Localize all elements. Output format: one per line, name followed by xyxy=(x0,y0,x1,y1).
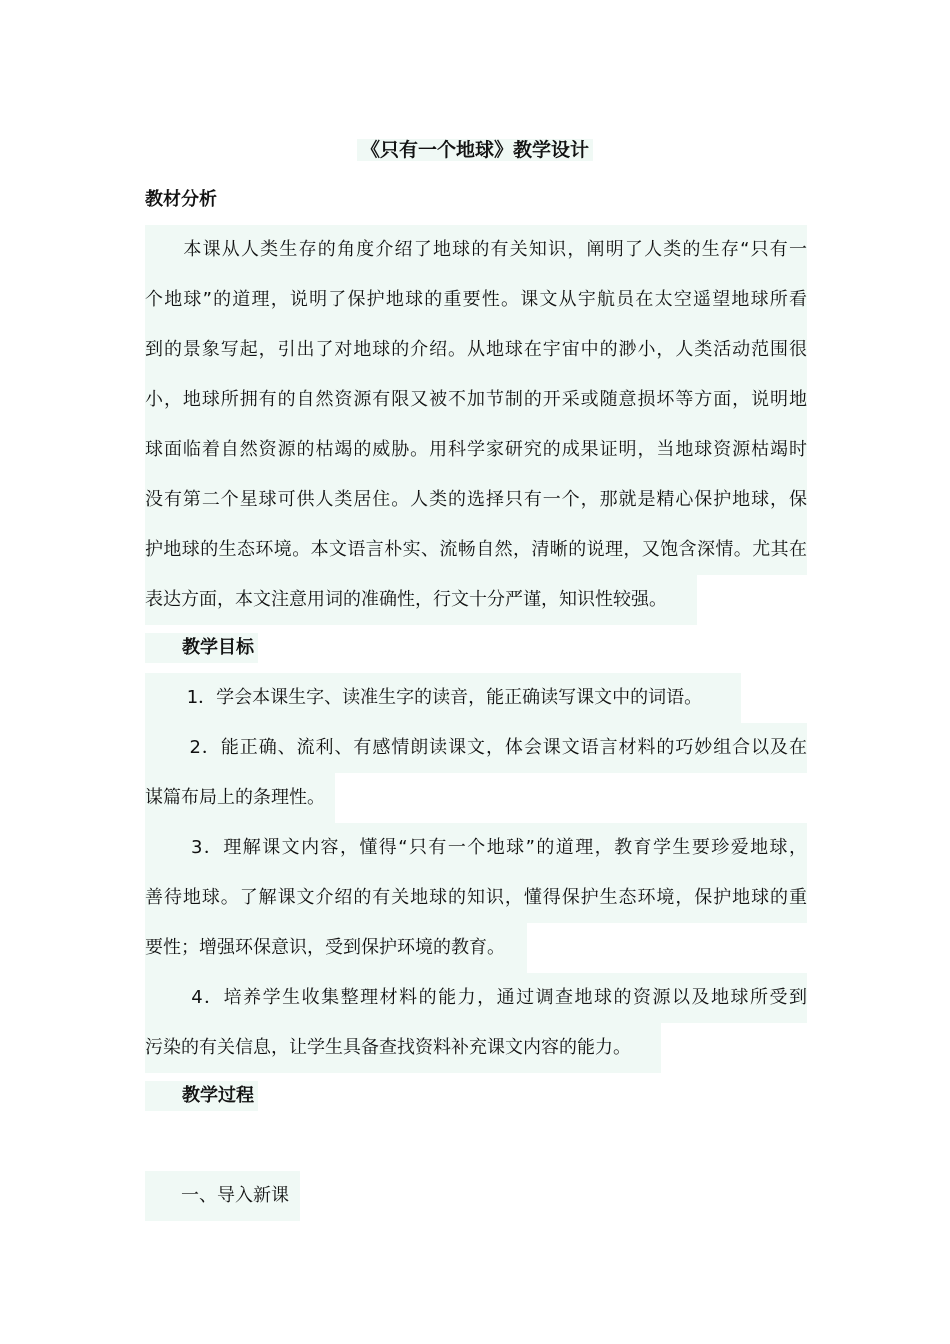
goal-line: 1．学会本课生字、读准生字的读音，能正确读写课文中的词语。 xyxy=(145,673,741,723)
paragraph-line: 到的景象写起，引出了对地球的介绍。从地球在宇宙中的渺小，人类活动范围很 xyxy=(145,325,807,375)
goal-line: 污染的有关信息，让学生具备查找资料补充课文内容的能力。 xyxy=(145,1023,661,1073)
goal-4 xyxy=(145,973,807,1073)
goal-1 xyxy=(145,673,807,723)
paragraph-line: 没有第二个星球可供人类居住。人类的选择只有一个，那就是精心保护地球，保 xyxy=(145,475,807,525)
goal-line: 4．培养学生收集整理材料的能力，通过调查地球的资源以及地球所受到 xyxy=(145,973,807,1023)
process-sub-heading xyxy=(145,1171,807,1221)
section-heading-analysis: 教材分析 xyxy=(145,189,217,210)
goal-line: 要性；增强环保意识，受到保护环境的教育。 xyxy=(145,923,527,973)
sub-heading-line: 一、导入新课 xyxy=(145,1171,300,1221)
goal-3 xyxy=(145,823,807,973)
goal-line: 3．理解课文内容，懂得“只有一个地球”的道理，教育学生要珍爱地球， xyxy=(145,823,807,873)
analysis-paragraph xyxy=(145,225,807,625)
goal-line: 2．能正确、流利、有感情朗读课文，体会课文语言材料的巧妙组合以及在 xyxy=(145,723,807,773)
paragraph-line: 本课从人类生存的角度介绍了地球的有关知识，阐明了人类的生存“只有一 xyxy=(145,225,807,275)
paragraph-line: 护地球的生态环境。本文语言朴实、流畅自然，清晰的说理，又饱含深情。尤其在 xyxy=(145,525,807,575)
paragraph-line: 表达方面，本文注意用词的准确性，行文十分严谨，知识性较强。 xyxy=(145,575,697,625)
goal-2 xyxy=(145,723,807,823)
document-title xyxy=(0,135,950,165)
paragraph-line: 小，地球所拥有的自然资源有限又被不加节制的开采或随意损坏等方面，说明地 xyxy=(145,375,807,425)
paragraph-line: 个地球”的道理，说明了保护地球的重要性。课文从宇航员在太空遥望地球所看 xyxy=(145,275,807,325)
section-heading-process: 教学过程 xyxy=(145,1081,258,1111)
goal-line: 谋篇布局上的条理性。 xyxy=(145,773,335,823)
title-text: 《只有一个地球》教学设计 xyxy=(357,139,593,161)
section-heading-goals: 教学目标 xyxy=(145,633,258,663)
paragraph-line: 球面临着自然资源的枯竭的威胁。用科学家研究的成果证明，当地球资源枯竭时 xyxy=(145,425,807,475)
goal-line: 善待地球。了解课文介绍的有关地球的知识，懂得保护生态环境，保护地球的重 xyxy=(145,873,807,923)
